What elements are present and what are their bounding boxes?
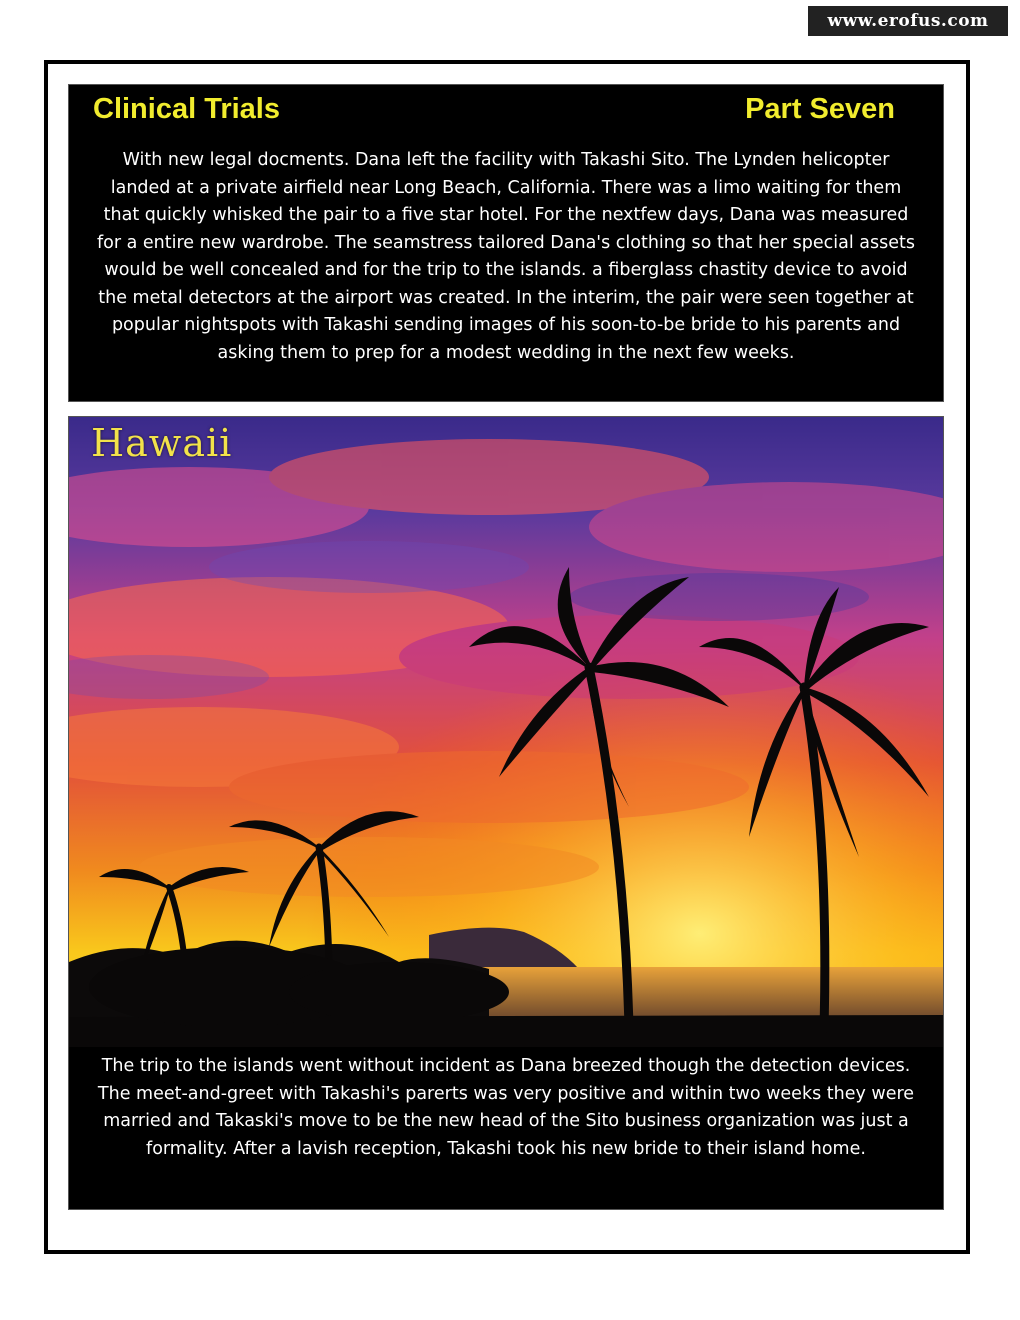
sunset-scene-panel: [68, 416, 944, 1210]
intro-text: With new legal docments. Dana left the facility with Takashi Sito. The Lynden helicopter landed at a private airfield near Long Beach, California. There was a limo waiting for them that quickly whisked the pair to a five star hotel. For the nextfew days, Dana was measured for a entire new wardrobe. The seamstress tailored Dana's clothing so that her special assets would be well concealed and for the trip to the islands. a fiberglass chastity device to avoid the metal detectors at the airport was created. In the interim, the pair were seen together at popular nightspots with Takashi sending images of his soon-to-be bride to his parents and asking them to prep for a modest wedding in the next few weeks.: [96, 150, 915, 363]
location-label: Hawaii: [91, 421, 233, 465]
intro-panel: [68, 84, 944, 402]
page-title: Clinical Trials: [93, 93, 280, 125]
sunset-palm-illustration: [69, 417, 944, 1047]
site-watermark: www.erofus.com: [808, 6, 1008, 36]
scene-caption: The trip to the islands went without incident as Dana breezed though the detection devices. The meet-and-greet with Takashi's parerts was very positive and within two weeks they were married and Takaski's move to be the new head of the Sito business organization was just a formality. After a lavish reception, Takashi took his new bride to their island home.: [97, 1056, 915, 1159]
part-label: Part Seven: [745, 93, 895, 125]
